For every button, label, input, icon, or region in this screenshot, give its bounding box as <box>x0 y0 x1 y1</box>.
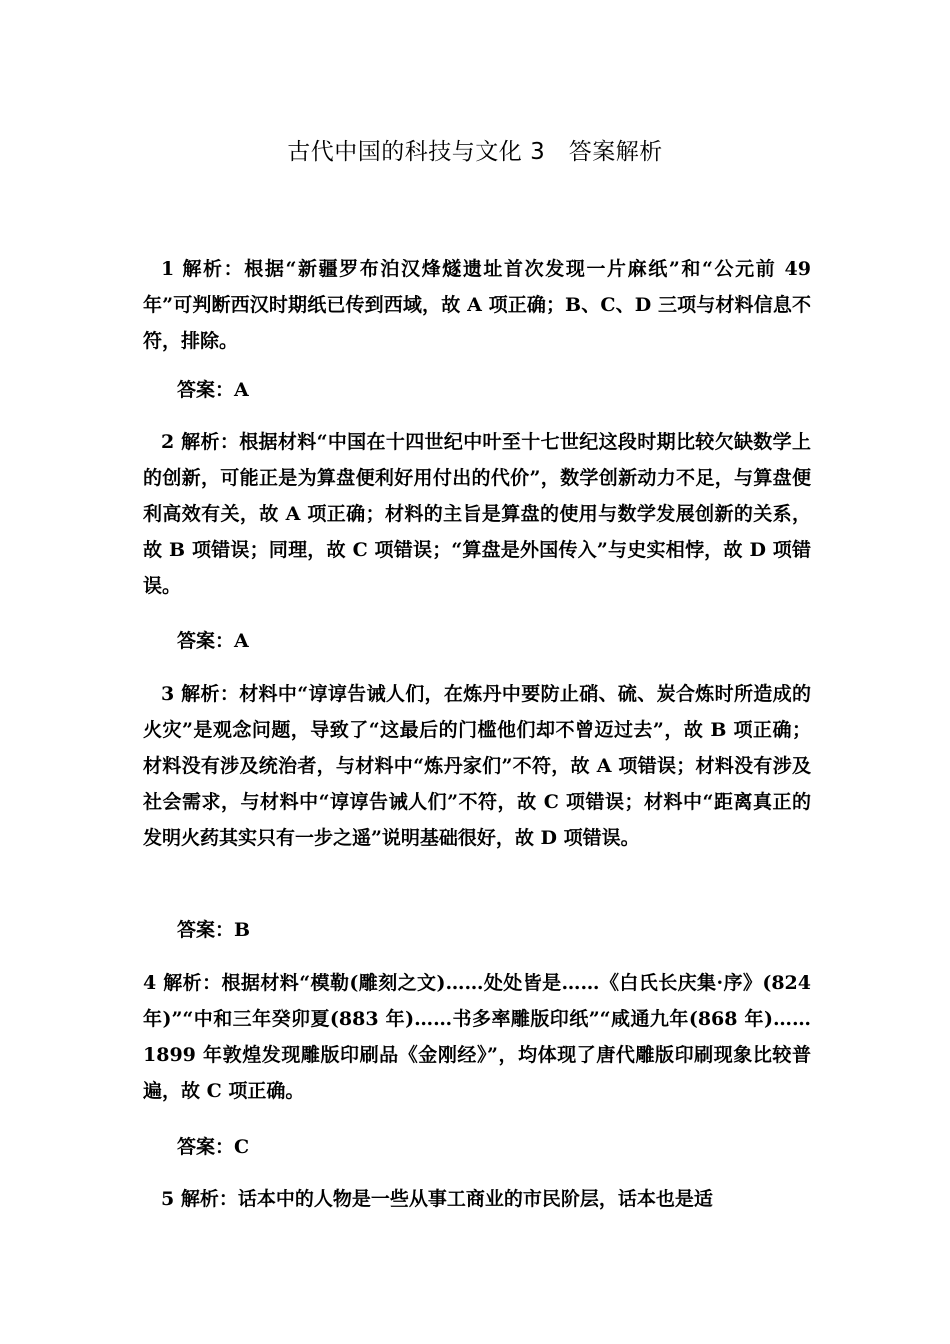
answer-line-1: 答案：A <box>177 379 249 401</box>
answer-line-4: 答案：C <box>177 1136 250 1158</box>
explanation-text-2: 根据材料“中国在十四世纪中叶至十七世纪这段时期比较欠缺数学上的创新，可能正是为算盘便利好用付出的代价”，数学创新动力不足，与算盘便利高效有关，故 A 项正确；材料的主旨是算盘的使用与数学发展创新的关系，故 B 项错误；同理，故 C 项错误；“算盘是外国传入”与史实相悖，故 D 项错误。 <box>143 431 811 597</box>
explanation-text-1: 根据“新疆罗布泊汉烽燧遗址首次发现一片麻纸”和“公元前 49 年”可判断西汉时期纸已传到西域，故 A 项正确；B、C、D 三项与材料信息不符，排除。 <box>143 258 811 352</box>
answer-line-2: 答案：A <box>177 630 249 652</box>
explanation-paragraph-3 <box>143 676 811 856</box>
explanation-paragraph-5 <box>143 1181 811 1217</box>
explanation-text-3: 材料中“谆谆告诫人们，在炼丹中要防止硝、硫、炭合炼时所造成的火灾”是观念问题，导致了“这最后的门槛他们却不曾迈过去”，故 B 项正确；材料没有涉及统治者，与材料中“炼丹家们”不符，故 A 项错误；材料没有涉及社会需求，与材料中“谆谆告诫人们”不符，故 C 项错误；材料中“距离真正的发明火药其实只有一步之遥”说明基础很好，故 D 项错误。 <box>143 683 811 849</box>
explanation-text-5: 话本中的人物是一些从事工商业的市民阶层，话本也是适 <box>237 1188 713 1210</box>
answer-line-3: 答案：B <box>177 919 251 941</box>
explanation-label-3: 3 解析： <box>161 683 240 705</box>
explanation-paragraph-4 <box>143 965 811 1109</box>
explanation-paragraph-2 <box>143 424 811 604</box>
explanation-paragraph-1 <box>143 251 811 359</box>
page-title: 古代中国的科技与文化 3 答案解析 <box>287 139 663 165</box>
explanation-label-2: 2 解析： <box>161 431 240 453</box>
explanation-text-4: 根据材料“模勒(雕刻之文)……处处皆是……《白氏长庆集·序》(824 年)”“中和三年癸卯夏(883 年)……书多率雕版印纸”“咸通九年(868 年)……1899 年敦煌发现雕版印刷品《金刚经》”，均体现了唐代雕版印刷现象比较普遍，故 C 项正确。 <box>143 972 811 1102</box>
explanation-label-1: 1 解析： <box>161 258 245 280</box>
explanation-label-5: 5 解析： <box>161 1188 238 1210</box>
explanation-label-4: 4 解析： <box>143 972 222 994</box>
